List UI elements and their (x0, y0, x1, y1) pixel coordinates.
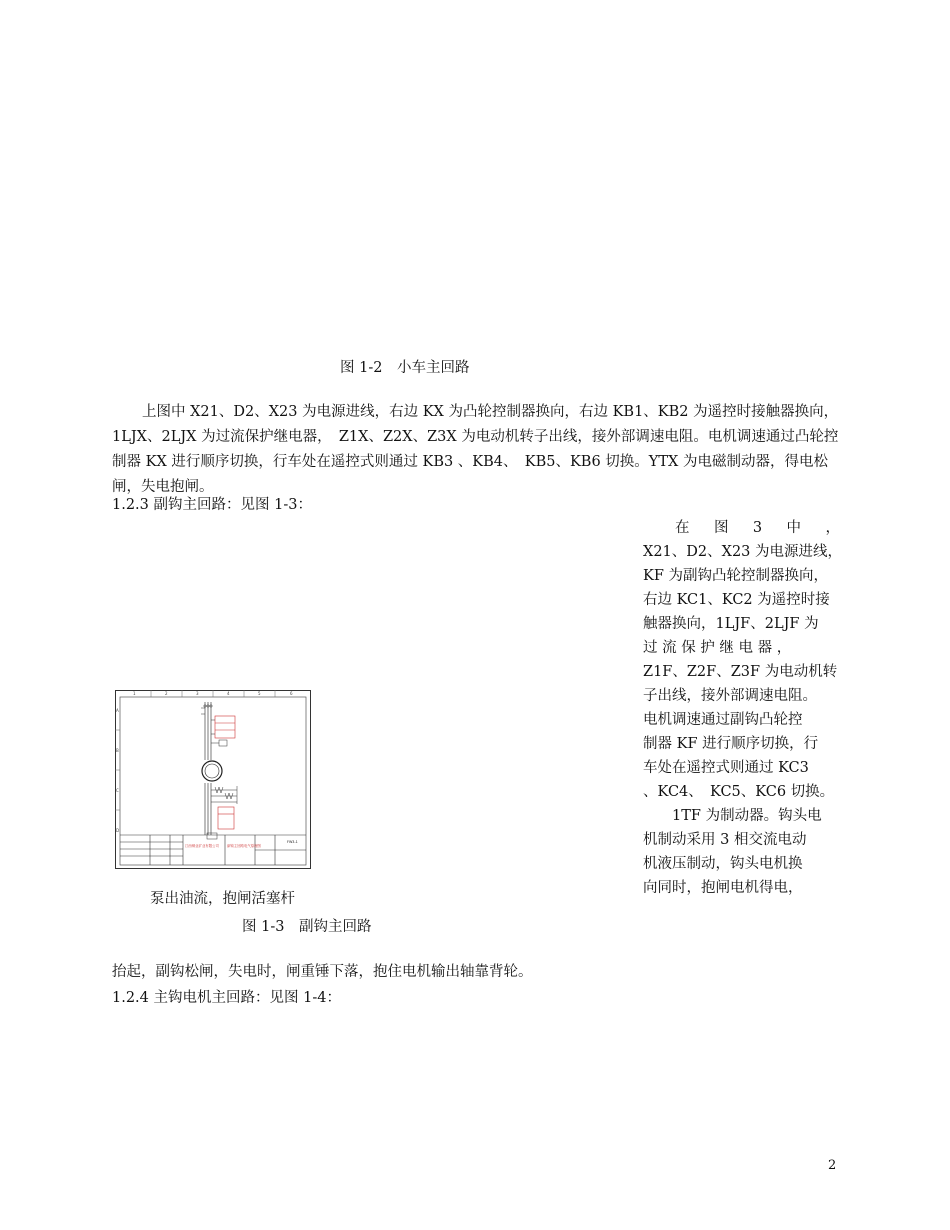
sidebar-word: 3 (752, 520, 763, 536)
sidebar-line: 过 流 保 护 继 电 器 ， (643, 640, 792, 656)
sidebar-first-line (643, 516, 840, 540)
sidebar-line: 1TF 为制动器。钩头电 (643, 808, 822, 824)
sidebar-line: X21、D2、X23 为电源进线， (643, 544, 843, 560)
circuit-drawing (115, 690, 311, 870)
svg-text:1: 1 (133, 691, 136, 696)
heading-1-2-3: 1.2.3 副钩主回路：见图 1-3： (112, 497, 312, 513)
sidebar-line: 右边 KC1、KC2 为遥控时接 (643, 592, 830, 608)
title-block-company: 江西铜业矿业有限公司 (185, 844, 219, 848)
sidebar-line: KF 为副钩凸轮控制器换向， (643, 568, 829, 584)
paragraph-trolley-text: 上图中 X21、D2、X23 为电源进线，右边 KX 为凸轮控制器换向，右边 KB1、KB2 为遥控时接触器换向，1LJX、2LJX 为过流保护继电器， Z1X、Z2X、Z3X 为电动机转子出线，接外部调速电阻。电机调速通过凸轮控制器 KX 进行顺序切换，行车处在遥控式则通过 KB3 、KB4、 KB5、KB6 切换。YTX 为电磁制动器，得电松闸，失电抱闸。 (112, 404, 839, 495)
sidebar-word: ， (825, 520, 840, 536)
paragraph-brake-text: 抬起，副钩松闸，失电时，闸重锤下落，抱住电机输出轴靠背轮。 (112, 964, 533, 980)
page-number: 2 (828, 1158, 837, 1173)
title-block-drawing-title: 副钩主回路电气原理图 (227, 844, 261, 848)
svg-text:A: A (116, 708, 119, 713)
sidebar-line: 电机调速通过副钩凸轮控 (643, 712, 803, 728)
svg-text:4: 4 (227, 691, 230, 696)
svg-text:B: B (116, 748, 119, 753)
sidebar-word: 中 (786, 520, 802, 536)
title-block-drawing-number: FW3-1 (287, 840, 298, 844)
continued-text: 泵出油流，抱闸活塞杆 (150, 891, 295, 907)
svg-text:D: D (116, 828, 120, 833)
figure-1-3-circuit-diagram (115, 690, 311, 870)
svg-text:C: C (116, 788, 119, 793)
sidebar-line: 机液压制动，钩头电机换 (643, 856, 803, 872)
sidebar-line: 子出线，接外部调速电阻。 (643, 688, 817, 704)
sidebar-word: 在 (675, 520, 690, 536)
svg-text:5: 5 (258, 691, 261, 696)
figure-1-3-caption: 图 1-3 副钩主回路 (242, 919, 372, 935)
paragraph-trolley-circuit (112, 400, 840, 500)
sidebar-line: 车处在遥控式则通过 KC3 (643, 760, 809, 776)
sidebar-word: 图 (713, 520, 729, 536)
svg-text:2: 2 (165, 691, 168, 696)
sidebar-line: 触器换向，1LJF、2LJF 为 (643, 616, 819, 632)
sidebar-description (643, 516, 843, 900)
sidebar-line: 机制动采用 3 相交流电动 (643, 832, 807, 848)
svg-text:3: 3 (196, 691, 199, 696)
sidebar-line: 向同时，抱闸电机得电， (643, 880, 803, 896)
figure-1-2-caption: 图 1-2 小车主回路 (340, 360, 470, 376)
svg-text:6: 6 (290, 691, 293, 696)
sidebar-line: 、KC4、 KC5、KC6 切换。 (643, 784, 835, 800)
sidebar-line: Z1F、Z2F、Z3F 为电动机转 (643, 664, 838, 680)
sidebar-line: 制器 KF 进行顺序切换，行 (643, 736, 819, 752)
heading-1-2-4: 1.2.4 主钩电机主回路：见图 1-4： (112, 990, 341, 1006)
